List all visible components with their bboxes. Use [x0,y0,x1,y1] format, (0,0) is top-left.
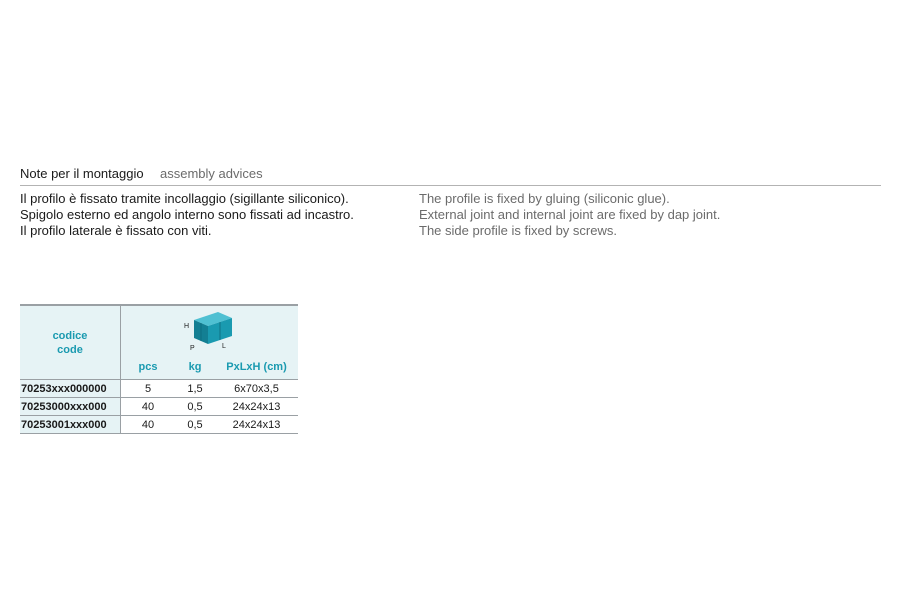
table-row [20,416,298,434]
label-h: H [183,323,189,330]
section-title-english: assembly advices [160,166,263,181]
code-header-italian: codice [52,329,88,342]
cell-kg: 1,5 [175,380,215,398]
note-line: External joint and internal joint are fixed by dap joint. [419,207,721,222]
product-table [20,304,298,434]
note-line: The profile is fixed by gluing (siliconic glue). [419,191,670,206]
notes-english [419,191,720,239]
label-p: P [189,345,195,352]
note-line: Il profilo è fissato tramite incollaggio (sigillante siliconico). [20,191,349,206]
cell-dimensions: 24x24x13 [215,398,298,416]
product-code: 70253000xxx000 [20,398,121,416]
table-row [20,380,298,398]
box-icon [170,306,250,352]
product-code: 70253001xxx000 [20,416,121,434]
package-dimensions-illustration [121,306,299,355]
cell-kg: 0,5 [175,398,215,416]
section-header [20,166,881,186]
product-code: 70253xxx000000 [20,380,121,398]
cell-dimensions: 24x24x13 [215,416,298,434]
note-line: Spigolo esterno ed angolo interno sono fissati ad incastro. [20,207,354,222]
column-header-dimensions: PxLxH (cm) [215,355,298,380]
cell-dimensions: 6x70x3,5 [215,380,298,398]
cell-pcs: 40 [121,416,176,434]
note-line: The side profile is fixed by screws. [419,223,617,238]
notes-italian [20,191,354,239]
column-header-kg: kg [175,355,215,380]
code-header-english: code [57,343,83,356]
cell-kg: 0,5 [175,416,215,434]
column-header-pcs: pcs [121,355,176,380]
cell-pcs: 5 [121,380,176,398]
label-l: L [221,343,226,350]
note-line: Il profilo laterale è fissato con viti. [20,223,212,238]
code-column-header [20,306,121,380]
table-row [20,398,298,416]
section-title-italian: Note per il montaggio [20,166,144,181]
cell-pcs: 40 [121,398,176,416]
